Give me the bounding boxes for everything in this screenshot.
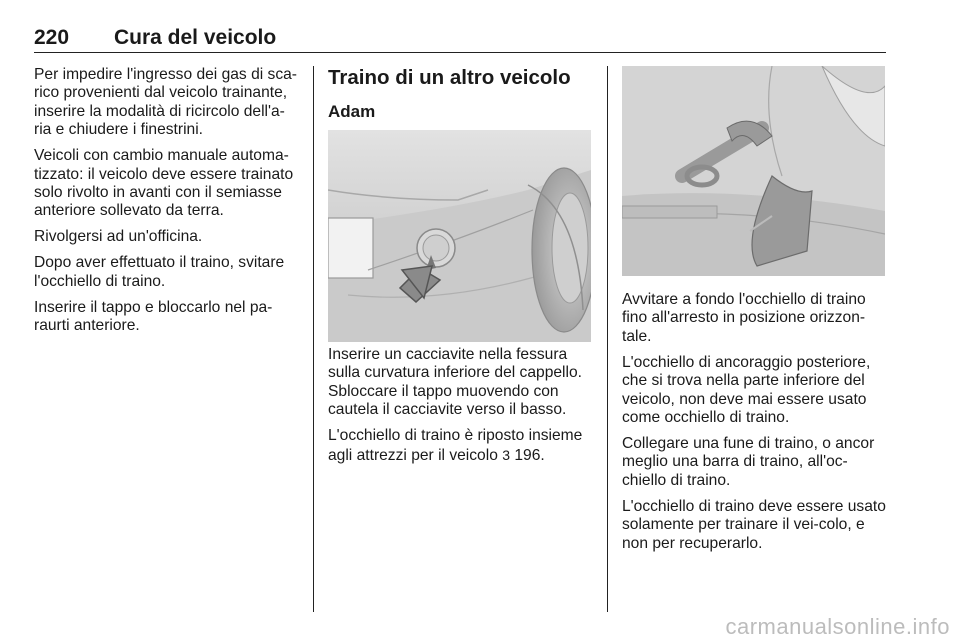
page-reference-link[interactable]: 196. xyxy=(514,446,545,464)
tow-eye-illustration xyxy=(622,66,885,276)
page-reference-icon: 3 xyxy=(502,446,511,463)
paragraph: L'occhiello di ancoraggio posteriore, che si trova nella parte inferiore del veicolo, non deve mai essere usato come occhiello di traino. xyxy=(622,353,871,427)
paragraph-text: L'occhiello di traino è riposto insieme agli attrezzi per il veicolo xyxy=(328,427,583,464)
paragraph: Veicoli con cambio manuale automa-tizzato: il veicolo deve essere trainato solo rivolto in avanti con il semiasse anteriore sollevato da terra. xyxy=(34,147,294,220)
paragraph: Dopo aver effettuato il traino, svitare l'occhiello di traino. xyxy=(34,254,285,290)
column-middle xyxy=(328,66,594,464)
paragraph: Avvitare a fondo l'occhiello di traino fino all'arresto in posizione orizzon-tale. xyxy=(622,291,866,345)
chapter-title: Cura del veicolo xyxy=(114,26,277,49)
section-heading: Traino di un altro veicolo xyxy=(328,66,571,89)
column-middle-text xyxy=(328,346,594,473)
bumper-cap-illustration xyxy=(328,130,591,342)
paragraph: Per impedire l'ingresso dei gas di sca-rico provenienti dal veicolo trainante, inserire la modalità di ricircolo dell'a-ria e chiudere i finestrini. xyxy=(34,66,297,139)
paragraph: L'occhiello di traino deve essere usato solamente per trainare il vei-colo, e non per recuperarlo. xyxy=(622,497,886,552)
column-left xyxy=(34,66,300,343)
section-subheading: Adam xyxy=(328,102,376,121)
paragraph: Rivolgersi ad un'officina. xyxy=(34,228,203,246)
paragraph: Collegare una fune di traino, o ancor meglio una barra di traino, all'oc-chiello di traino. xyxy=(622,435,875,489)
column-divider xyxy=(607,66,608,612)
paragraph: Inserire un cacciavite nella fessura sulla curvatura inferiore del cappello. Sbloccare il tappo muovendo con cautela il cacciavite verso il basso. xyxy=(328,346,582,419)
page-header xyxy=(34,20,886,53)
column-divider xyxy=(313,66,314,612)
paragraph xyxy=(328,427,594,465)
page-number: 220 xyxy=(34,26,70,49)
column-right-text xyxy=(622,291,888,561)
watermark: carmanualsonline.info xyxy=(725,614,950,639)
paragraph: Inserire il tappo e bloccarlo nel pa-raurti anteriore. xyxy=(34,298,273,335)
